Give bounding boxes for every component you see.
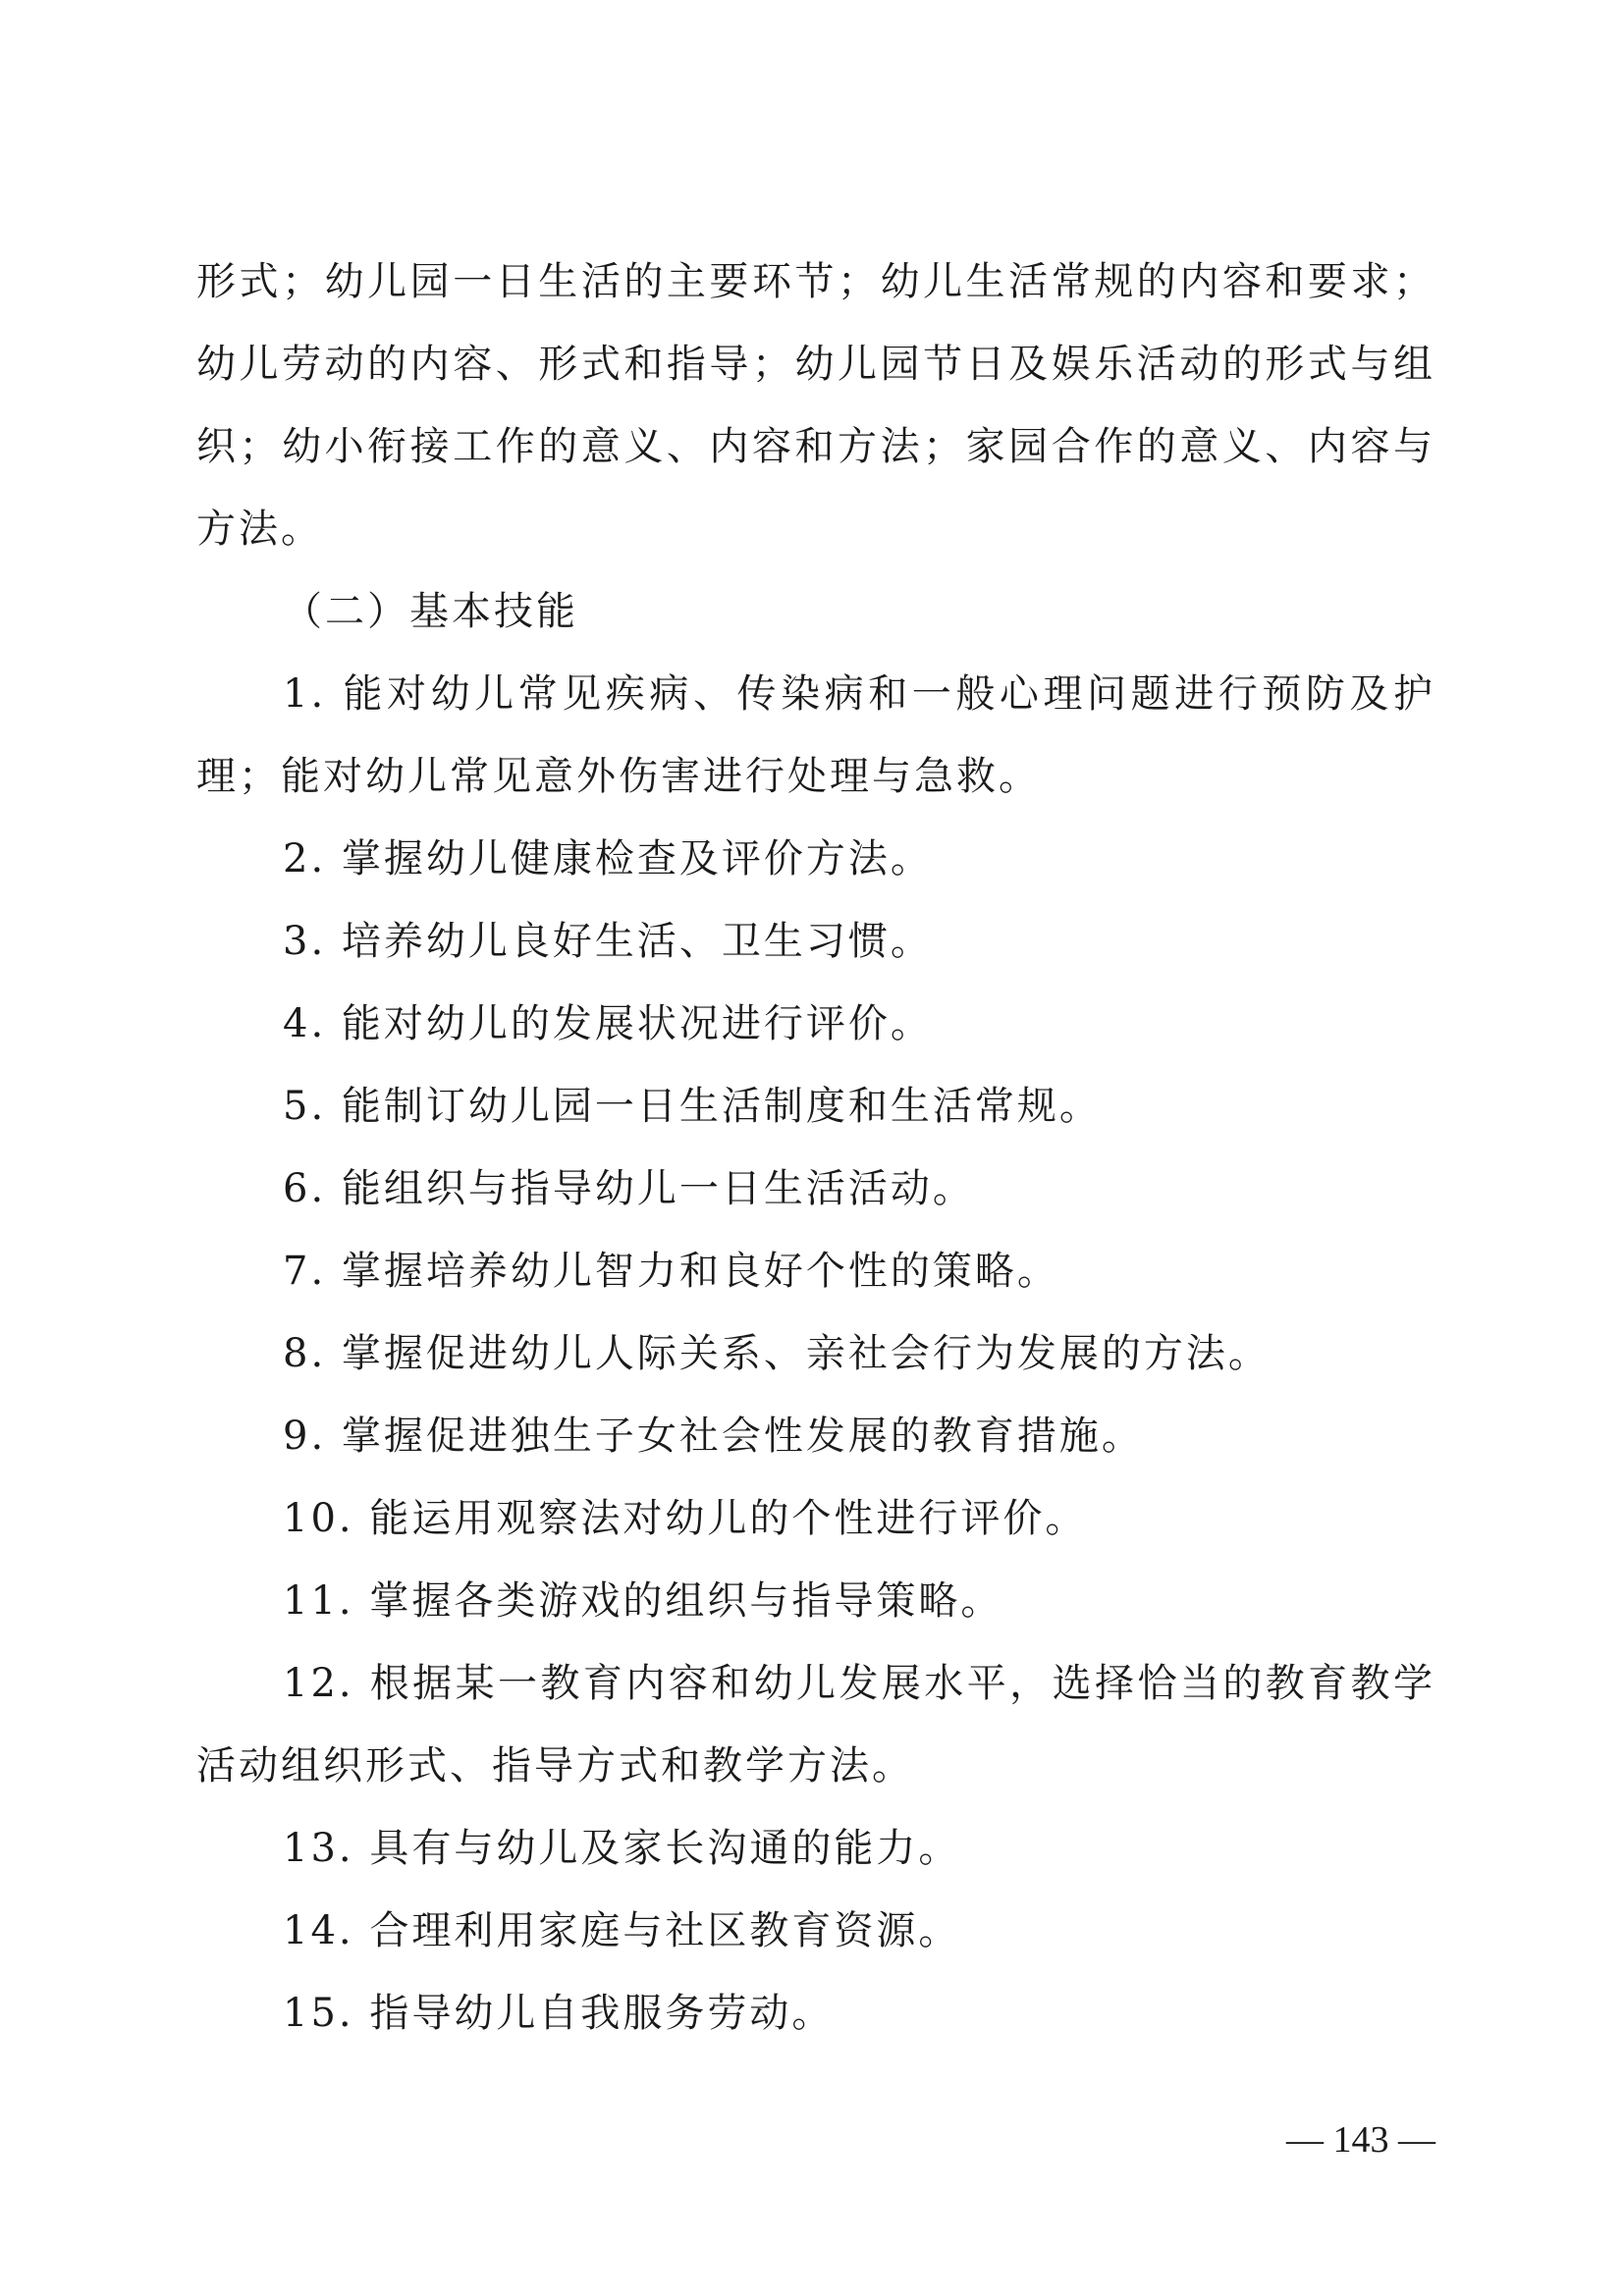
- list-item-7: 7. 掌握培养幼儿智力和良好个性的策略。: [283, 1249, 1059, 1294]
- list-item-11: 11. 掌握各类游戏的组织与指导策略。: [283, 1578, 1003, 1624]
- list-item-8: 8. 掌握促进幼儿人际关系、亲社会行为发展的方法。: [283, 1331, 1271, 1376]
- list-item-2: 2. 掌握幼儿健康检查及评价方法。: [283, 836, 933, 881]
- list-item-10: 10. 能运用观察法对幼儿的个性进行评价。: [283, 1496, 1088, 1541]
- list-item-5: 5. 能制订幼儿园一日生活制度和生活常规。: [283, 1084, 1102, 1129]
- list-item-9: 9. 掌握促进独生子女社会性发展的教育措施。: [283, 1414, 1144, 1459]
- list-item-4: 4. 能对幼儿的发展状况进行评价。: [283, 1001, 933, 1046]
- section-heading-basic-skills: （二）基本技能: [283, 589, 578, 634]
- list-item-13: 13. 具有与幼儿及家长沟通的能力。: [283, 1826, 961, 1871]
- body-text: [196, 240, 1435, 2055]
- list-item-3: 3. 培养幼儿良好生活、卫生习惯。: [283, 919, 933, 964]
- paragraph-continuation: 形式；幼儿园一日生活的主要环节；幼儿生活常规的内容和要求；幼儿劳动的内容、形式和指导；幼儿园节日及娱乐活动的形式与组织；幼小衔接工作的意义、内容和方法；家园合作的意义、内容与方法。: [196, 259, 1435, 552]
- page-number: — 143 —: [1286, 2119, 1435, 2161]
- list-item-14: 14. 合理利用家庭与社区教育资源。: [283, 1908, 961, 1953]
- list-item-15: 15. 指导幼儿自我服务劳动。: [283, 1991, 835, 2036]
- list-item-12: 12. 根据某一教育内容和幼儿发展水平，选择恰当的教育教学活动组织形式、指导方式和教学方法。: [196, 1661, 1435, 1789]
- list-item-1: 1. 能对幼儿常见疾病、传染病和一般心理问题进行预防及护理；能对幼儿常见意外伤害进行处理与急救。: [196, 671, 1435, 799]
- list-item-6: 6. 能组织与指导幼儿一日生活活动。: [283, 1166, 975, 1211]
